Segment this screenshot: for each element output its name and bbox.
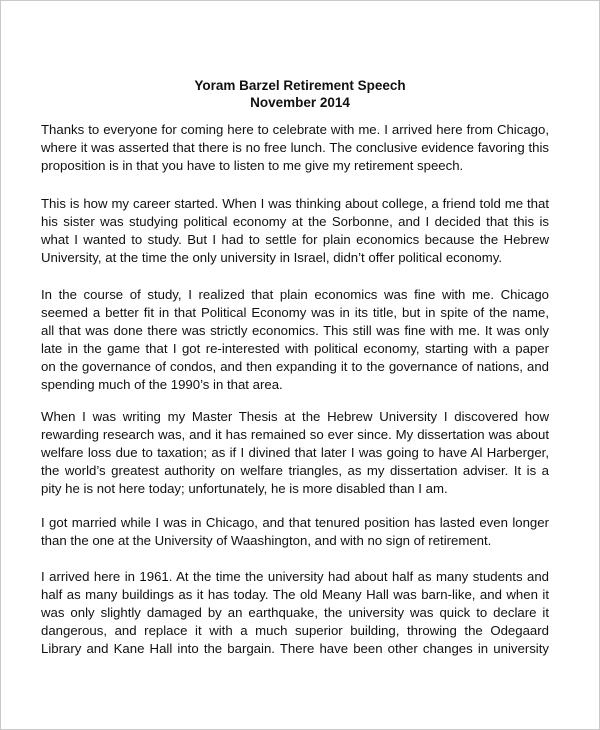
text-line: I arrived here in 1961. At the time the university had about half as many students and <box>41 569 549 584</box>
text-line: where it was asserted that there is no free lunch. The conclusive evidence favoring this <box>41 140 549 156</box>
text-line: all that was done there was strictly economics. This still was fine with me. It was only <box>41 323 549 339</box>
paragraph-6 <box>41 568 549 658</box>
text-line: proposition is in that you have to listen to me give my retirement speech. <box>41 158 464 174</box>
text-line: welfare loss due to taxation; as if I divined that later I was going to have Al Harberger, <box>41 445 549 461</box>
text-line: was only slightly damaged by an earthquake, the university was quick to declare it <box>41 605 549 621</box>
text-line: pity he is not here today; unfortunately, he is more disabled than I am. <box>41 481 448 497</box>
text-line: I got married while I was in Chicago, and that tenured position has lasted even longer <box>41 515 549 530</box>
text-line: rewarding research was, and it has remained so ever since. My dissertation was about <box>41 427 549 443</box>
text-line: spending much of the 1990’s in that area. <box>41 377 283 393</box>
paragraph-1 <box>41 121 549 175</box>
text-line: When I was writing my Master Thesis at the Hebrew University I discovered how <box>41 409 549 424</box>
text-line: what I wanted to study. But I had to settle for plain economics because the Hebrew <box>41 232 549 248</box>
text-line: the world’s greatest authority on welfare triangles, as my dissertation adviser. It is a <box>41 463 549 479</box>
text-line: his sister was studying political economy at the Sorbonne, and I decided that this is <box>41 214 549 230</box>
text-line: University, at the time the only university in Israel, didn’t offer political economy. <box>41 250 503 266</box>
text-line: In the course of study, I realized that plain economics was fine with me. Chicago <box>41 287 549 302</box>
paragraph-3 <box>41 286 549 395</box>
document-date: November 2014 <box>250 95 350 110</box>
text-line: Library and Kane Hall into the bargain. There have been other changes in university <box>41 641 549 657</box>
text-line: than the one at the University of Waashington, and with no sign of retirement. <box>41 533 492 549</box>
document-title: Yoram Barzel Retirement Speech <box>194 78 406 93</box>
text-line: half as many buildings as it has today. The old Meany Hall was barn-like, and when it <box>41 587 549 603</box>
text-line: dangerous, and replace it with a much superior building, throwing the Odegaard <box>41 623 549 639</box>
text-line: Thanks to everyone for coming here to celebrate with me. I arrived here from Chicago, <box>41 122 549 137</box>
text-line: seemed a better fit in that Political Economy was in its title, but in spite of the name, <box>41 305 549 321</box>
text-line: late in the game that I got re-interested with political economy, starting with a paper <box>41 341 549 357</box>
text-line: This is how my career started. When I was thinking about college, a friend told me that <box>41 196 549 211</box>
paragraph-5 <box>41 514 549 550</box>
text-line: on the governance of condos, and then expanding it to the governance of nations, and <box>41 359 549 375</box>
paragraph-4 <box>41 408 549 498</box>
paragraph-2 <box>41 195 549 267</box>
